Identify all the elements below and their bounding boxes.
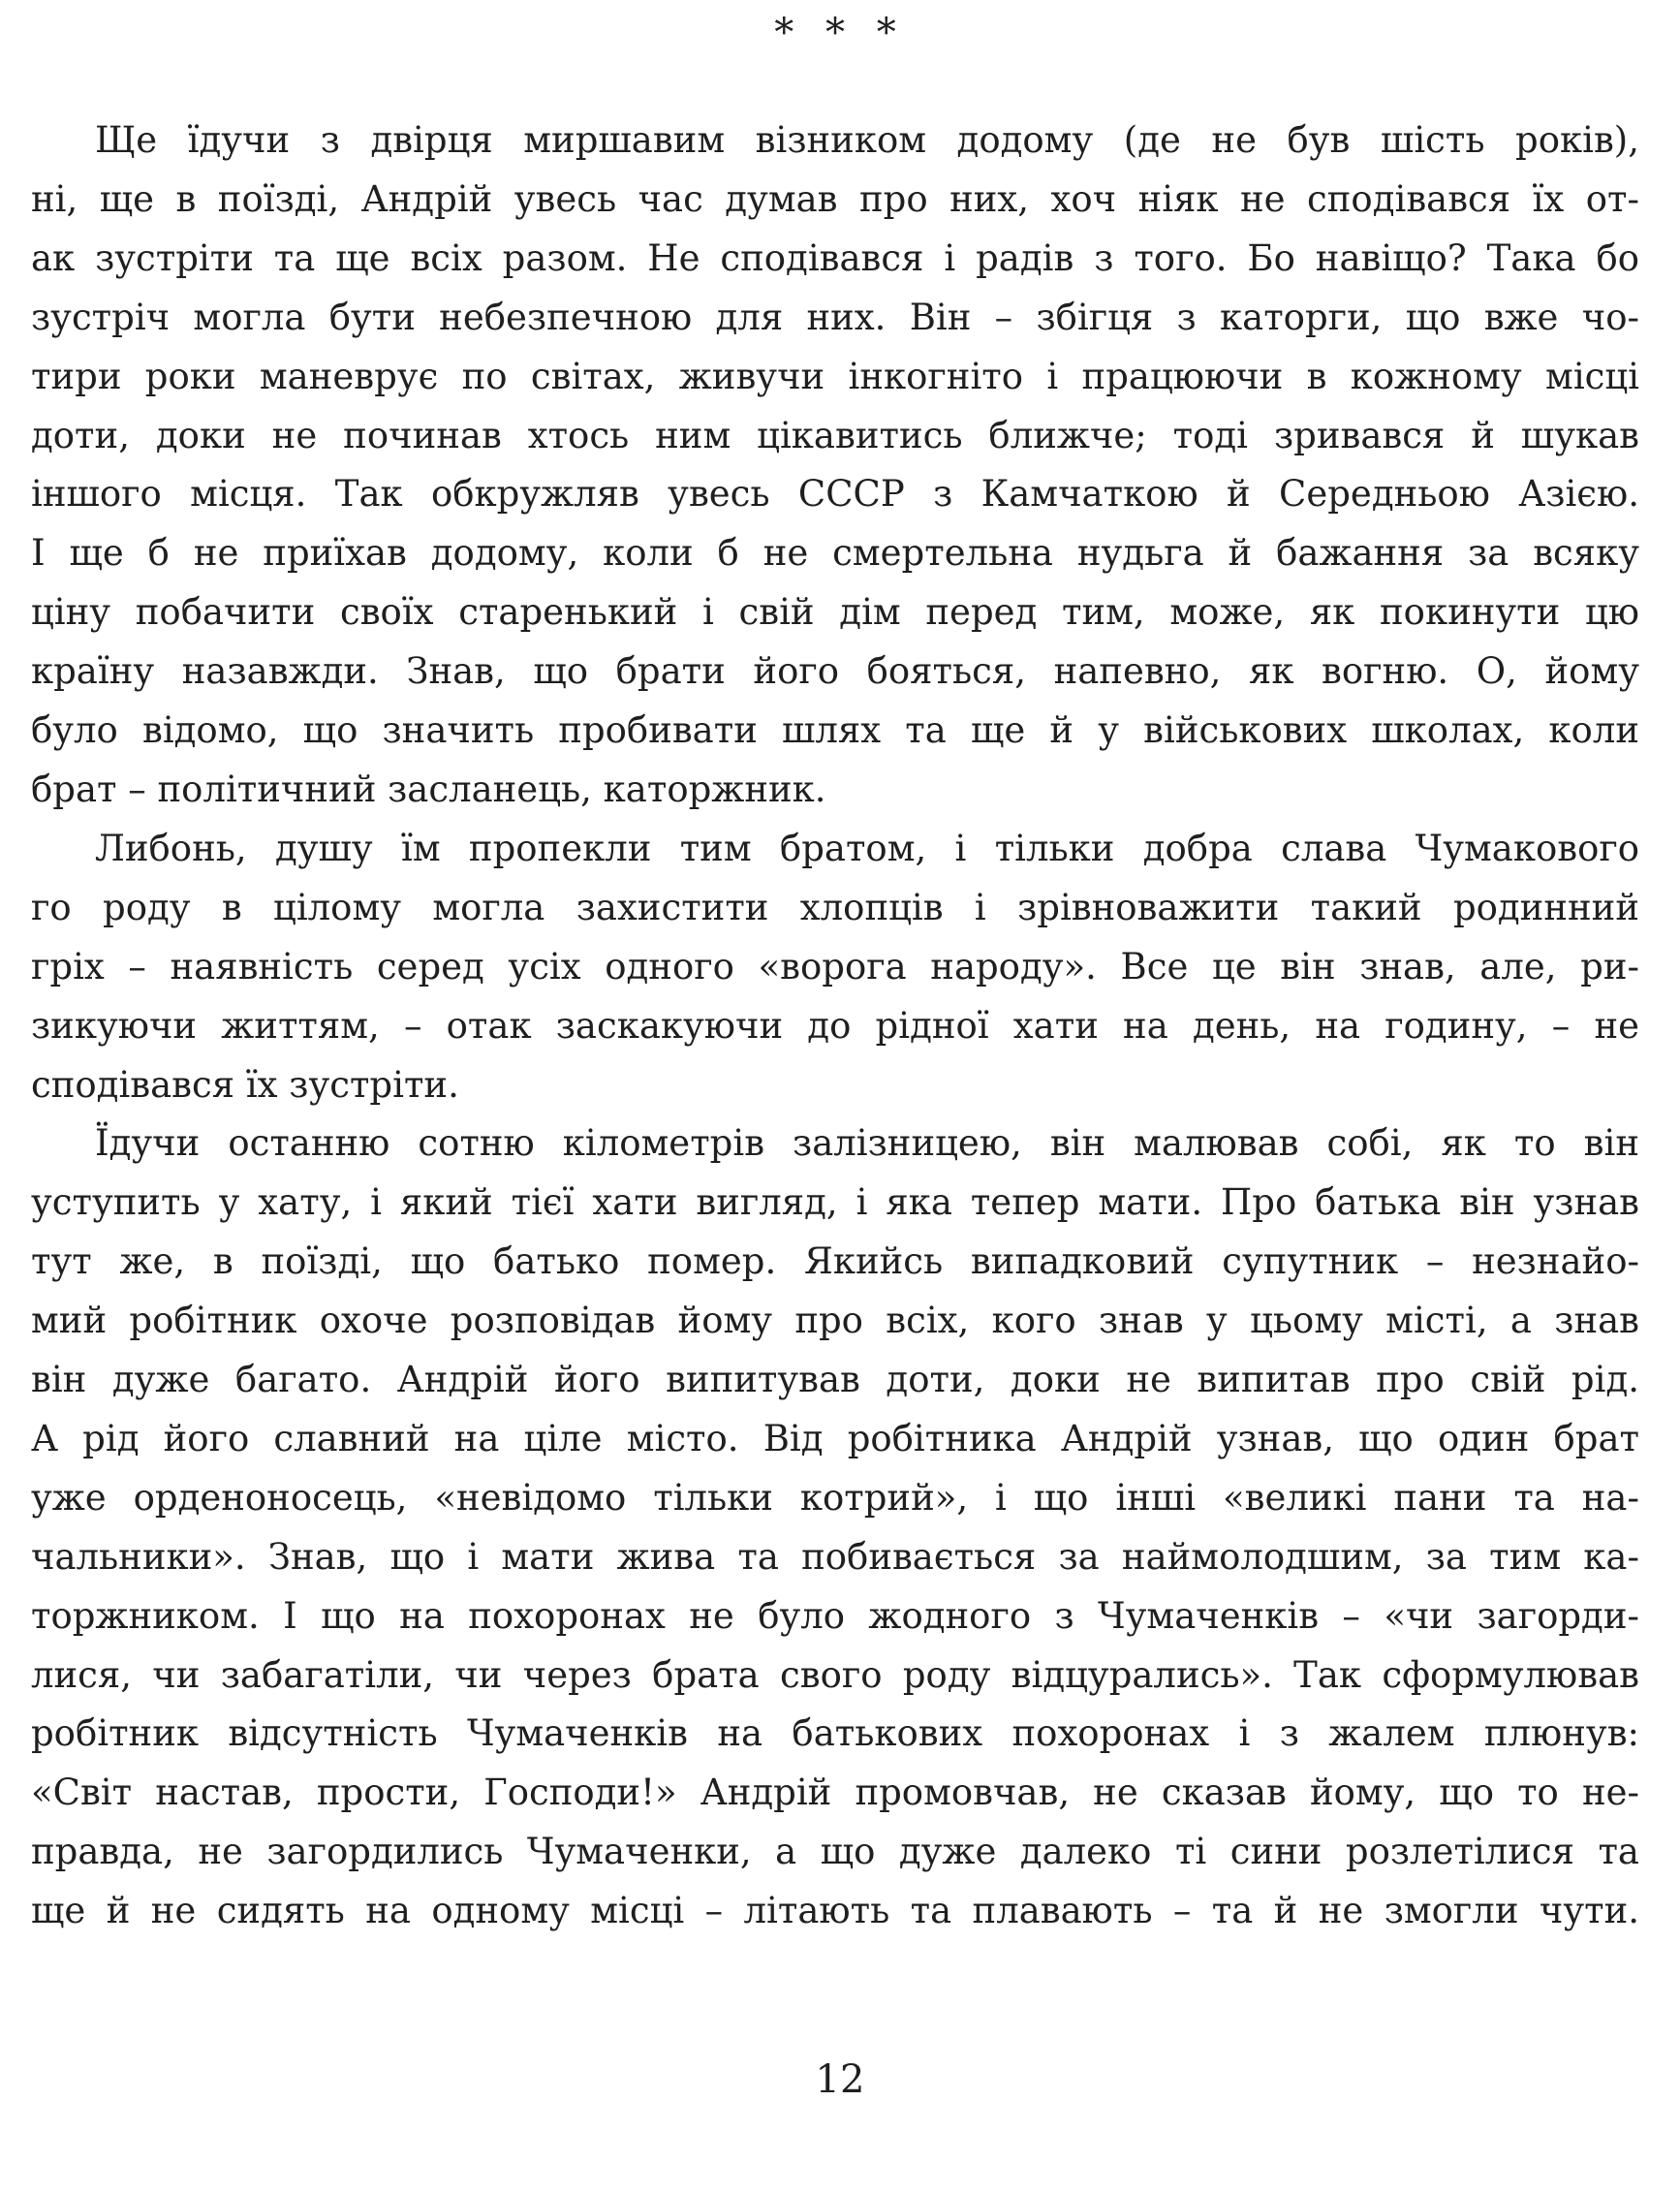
text-line: було відомо, що значить пробивати шлях та ще й у військових школах, коли — [31, 709, 1639, 752]
page-number: 12 — [815, 2057, 865, 2102]
paragraph-2 — [31, 820, 1639, 1115]
text-line: го роду в цілому могла захистити хлопців і зрівноважити такий родинний — [31, 886, 1639, 928]
text-line: чальники». Знав, що і мати жива та побивається за наймолодшим, за тим ка- — [31, 1535, 1639, 1578]
text-line: А рід його славний на ціле місто. Від робітника Андрій узнав, що один брат — [31, 1417, 1639, 1459]
text-line: зустріч могла бути небезпечною для них. Він – збігця з каторги, що вже чо- — [31, 296, 1639, 338]
text-line: ціну побачити своїх старенький і свій дім перед тим, може, як покинути цю — [31, 591, 1639, 634]
text-line: ак зустріти та ще всіх разом. Не сподівався і радів з того. Бо навіщо? Така бо — [31, 236, 1639, 279]
text-line: лися, чи забагатіли, чи через брата свого роду відцурались». Так сформулював — [31, 1653, 1639, 1696]
text-line: він дуже багато. Андрій його випитував доти, доки не випитав про свій рід. — [31, 1359, 1639, 1401]
text-line: уже орденоносець, «невідомо тільки котрий», і що інші «великі пани та на- — [31, 1476, 1639, 1519]
paragraph-1 — [31, 111, 1639, 820]
text-line: гріх – наявність серед усіх одного «ворога народу». Все це він знав, але, ри- — [31, 945, 1639, 988]
text-line: Либонь, душу їм пропекли тим братом, і тільки добра слава Чумакового — [95, 827, 1639, 869]
text-line: робітник відсутність Чумаченків на батькових похоронах і з жалем плюнув: — [31, 1712, 1639, 1755]
section-ornament: * * * — [774, 11, 906, 55]
text-line: І ще б не приїхав додому, коли б не смертельна нудьга й бажання за всяку — [31, 532, 1639, 575]
text-line: доти, доки не починав хтось ним цікавитись ближче; тоді зривався й шукав — [31, 414, 1639, 456]
text-line: брат – політичний засланець, каторжник. — [31, 768, 826, 810]
page-text — [31, 111, 1639, 1941]
text-line: мий робітник охоче розповідав йому про всіх, кого знав у цьому місті, а знав — [31, 1300, 1639, 1342]
text-line: тири роки маневрує по світах, живучи інкогніто і працюючи в кожному місці — [31, 355, 1639, 397]
text-line: Їдучи останню сотню кілометрів залізницею, він малював собі, як то він — [95, 1122, 1639, 1165]
text-line: іншого місця. Так обкружляв увесь СССР з Камчаткою й Середньою Азією. — [31, 473, 1639, 516]
text-line: країну назавжди. Знав, що брати його бояться, напевно, як вогню. О, йому — [31, 650, 1639, 693]
text-line: правда, не загордились Чумаченки, а що дуже далеко ті сини розлетілися та — [31, 1831, 1639, 1873]
text-line: торжником. І що на похоронах не було жодного з Чумаченків – «чи загорди- — [31, 1594, 1639, 1637]
text-line: Ще їдучи з двірця миршавим візником додому (де не був шість років), — [95, 119, 1639, 161]
text-line: тут же, в поїзді, що батько помер. Якийсь випадковий супутник – незнайо- — [31, 1240, 1639, 1283]
text-line: зикуючи життям, – отак заскакуючи до рідної хати на день, на годину, – не — [31, 1004, 1639, 1047]
text-line: сподівався їх зустріти. — [31, 1063, 459, 1106]
text-line: «Світ настав, прости, Господи!» Андрій промовчав, не сказав йому, що то не- — [31, 1772, 1639, 1814]
paragraph-3 — [31, 1114, 1639, 1941]
text-line: уступить у хату, і який тієї хати вигляд, і яка тепер мати. Про батька він узнав — [31, 1181, 1639, 1224]
text-line: ще й не сидять на одному місці – літають та плавають – та й не змогли чути. — [31, 1890, 1639, 1932]
text-line: ні, ще в поїзді, Андрій увесь час думав про них, хоч ніяк не сподівався їх от- — [31, 177, 1639, 220]
